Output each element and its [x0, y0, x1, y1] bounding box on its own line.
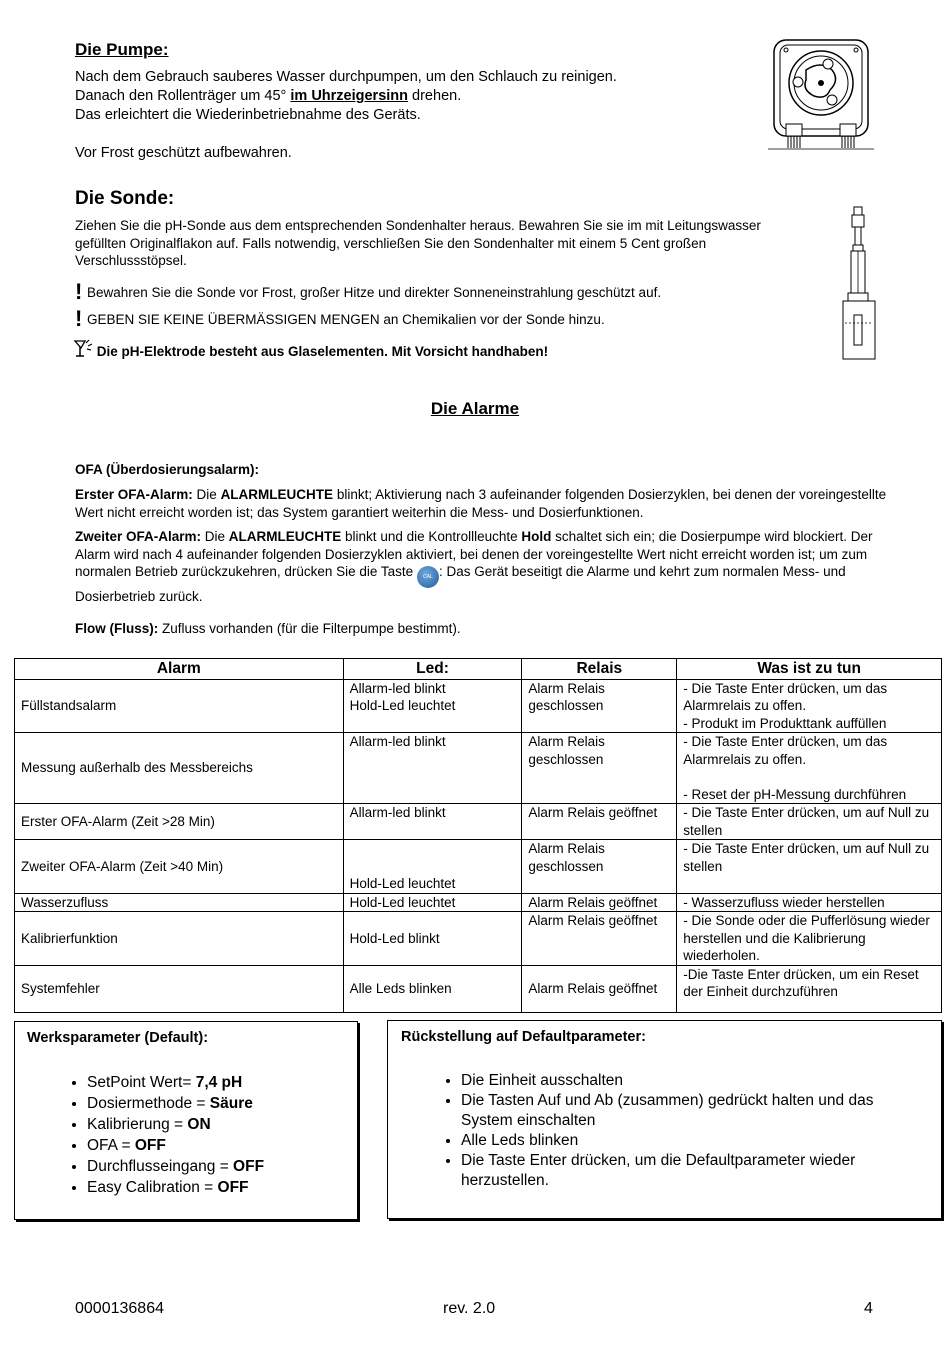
probe-paragraph: Ziehen Sie die pH-Sonde aus dem entsprechenden Sondenhalter heraus. Bewahren Sie sie im mit Leitungswasser gefüllten Originalflakon auf. Falls notwendig, verschließen Sie den Sondenhalter mit einem 5 Cent großen Verschlussstöpsel. — [75, 218, 761, 268]
pump-line2-post: drehen. — [408, 88, 462, 104]
cell-led: Hold-Led leuchtet — [343, 840, 522, 894]
probe-illustration — [840, 205, 880, 363]
cell-todo: - Die Sonde oder die Pufferlösung wieder herstellen und die Kalibrierung wiederholen. — [677, 912, 942, 966]
second-ofa-alarmleuchte: ALARMLEUCHTE — [228, 529, 342, 544]
cell-alarm: Zweiter OFA-Alarm (Zeit >40 Min) — [15, 840, 344, 894]
default-param-item — [87, 1114, 357, 1135]
probe-warning-1-text: Bewahren Sie die Sonde vor Frost, großer Hitze und direkter Sonneneinstrahlung geschützt auf. — [87, 285, 662, 300]
second-ofa-text-3: schaltet sich ein; die Dosierpumpe wird blockiert. Der Alarm wird nach 4 aufeinander folgenden Dosierzyklen aktiviert, bei denen der voreingestellte Wert nicht erreicht worden ist; um zum normalen Betrieb zurückzukehren, drücken Sie die Taste — [75, 529, 873, 579]
cell-alarm: Kalibrierfunktion — [15, 912, 344, 966]
cell-led: Alle Leds blinken — [343, 965, 522, 1012]
cell-led: Hold-Led blinkt — [343, 912, 522, 966]
reset-list — [388, 1071, 901, 1191]
alarm-table — [14, 658, 942, 1013]
reset-step: • Die Taste Enter drücken, um die Defaultparameter wieder herzustellen. — [461, 1151, 901, 1191]
probe-glass-warning — [73, 339, 813, 361]
cell-relais: Alarm Relais geöffnet — [522, 804, 677, 840]
page-number: 4 — [864, 1300, 873, 1317]
pump-line1: Nach dem Gebrauch sauberes Wasser durchpumpen, um den Schlauch zu reinigen. — [75, 69, 617, 85]
pump-line4: Vor Frost geschützt aufbewahren. — [75, 145, 292, 161]
first-ofa-paragraph — [75, 486, 890, 521]
broken-glass-icon — [73, 339, 93, 359]
default-params-list — [15, 1072, 357, 1198]
pump-illustration — [766, 38, 876, 153]
table-row — [15, 912, 942, 966]
flow-text: Zufluss vorhanden (für die Filterpumpe bestimmt). — [158, 621, 461, 636]
reset-step: • Die Tasten Auf und Ab (zusammen) gedrückt halten und das System einschalten — [461, 1091, 901, 1131]
revision: rev. 2.0 — [443, 1300, 496, 1317]
cell-alarm: Messung außerhalb des Messbereichs — [15, 733, 344, 804]
probe-title: Die Sonde: — [75, 188, 175, 209]
first-ofa-text-2: blinkt; Aktivierung nach 3 aufeinander folgenden Dosierzyklen, bei denen der voreingestellte Wert nicht erreicht worden ist; das System garantiert weiterhin die Mess- und Dosierfunktionen. — [75, 487, 887, 520]
cell-relais: Alarm Relais geöffnet — [522, 912, 677, 966]
cell-led: Hold-Led leuchtet — [343, 893, 522, 912]
second-ofa-hold: Hold — [521, 529, 552, 544]
reset-step: • Alle Leds blinken — [461, 1131, 901, 1151]
cell-led: Allarm-led blinkt Hold-Led leuchtet — [343, 679, 522, 733]
cell-todo: - Die Taste Enter drücken, um das Alarmrelais zu offen. - Produkt im Produkttank auffüllen — [677, 679, 942, 733]
default-param-item — [87, 1135, 357, 1156]
default-param-label: Kalibrierung = — [87, 1116, 188, 1133]
cell-relais: Alarm Relais geschlossen — [522, 733, 677, 804]
probe-glass-warning-text: Die pH-Elektrode besteht aus Glaselementen. Mit Vorsicht handhaben! — [96, 344, 549, 359]
alarm-table-body — [15, 679, 942, 1012]
default-param-item — [87, 1156, 357, 1177]
cell-todo: -Die Taste Enter drücken, um ein Reset der Einheit durchzuführen — [677, 965, 942, 1012]
pump-line3: Das erleichtert die Wiederinbetriebnahme des Geräts. — [75, 107, 421, 123]
reset-step: • Die Einheit ausschalten — [461, 1071, 901, 1091]
warning-icon: ! — [75, 306, 83, 331]
table-row — [15, 733, 942, 804]
cell-alarm: Wasserzufluss — [15, 893, 344, 912]
default-param-value: OFF — [233, 1158, 265, 1175]
cell-todo: - Die Taste Enter drücken, um auf Null zu stellen — [677, 804, 942, 840]
second-ofa-paragraph — [75, 528, 890, 606]
table-row — [15, 679, 942, 733]
pump-title: Die Pumpe: — [75, 40, 169, 59]
second-ofa-label: Zweiter OFA-Alarm: — [75, 529, 202, 544]
default-params-title: Werksparameter (Default): — [27, 1030, 209, 1046]
cell-relais: Alarm Relais geöffnet — [522, 965, 677, 1012]
cell-alarm: Erster OFA-Alarm (Zeit >28 Min) — [15, 804, 344, 840]
pump-line2 — [75, 87, 755, 106]
default-param-label: Easy Calibration = — [87, 1179, 218, 1196]
default-params-box — [14, 1021, 358, 1220]
flow-paragraph — [75, 620, 461, 638]
second-ofa-text-2: blinkt und die Kontrollleuchte — [341, 529, 522, 544]
cell-led: Allarm-led blinkt — [343, 733, 522, 804]
cell-alarm: Füllstandsalarm — [15, 679, 344, 733]
table-row — [15, 840, 942, 894]
probe-warning-2 — [75, 306, 815, 331]
flow-label: Flow (Fluss): — [75, 621, 159, 636]
cal-key-icon: CAL — [417, 566, 439, 588]
cell-todo: - Wasserzufluss wieder herstellen — [677, 893, 942, 912]
warning-icon: ! — [75, 279, 83, 304]
second-ofa-text-1: Die — [201, 529, 229, 544]
default-param-label: Dosiermethode = — [87, 1095, 210, 1112]
alarms-title: Die Alarme — [430, 399, 520, 418]
probe-warning-1 — [75, 279, 815, 304]
default-param-value: OFF — [134, 1137, 166, 1154]
cell-relais: Alarm Relais geöffnet — [522, 893, 677, 912]
document-code: 0000136864 — [75, 1300, 164, 1317]
cell-alarm: Systemfehler — [15, 965, 344, 1012]
ofa-heading: OFA (Überdosierungsalarm): — [75, 462, 260, 477]
default-param-item — [87, 1093, 357, 1114]
default-param-item — [87, 1177, 357, 1198]
pump-text — [75, 68, 755, 163]
default-param-value: 7,4 pH — [195, 1074, 243, 1091]
second-ofa-text-4: : Das Gerät beseitigt die Alarme und kehrt zum normalen Mess- und Dosierbetrieb zurück. — [75, 564, 846, 604]
reset-box — [387, 1020, 942, 1219]
first-ofa-label: Erster OFA-Alarm: — [75, 487, 193, 502]
probe-warning-2-text: GEBEN SIE KEINE ÜBERMÄSSIGEN MENGEN an Chemikalien vor der Sonde hinzu. — [87, 312, 605, 327]
default-param-value: Säure — [209, 1095, 253, 1112]
default-param-value: OFF — [217, 1179, 249, 1196]
column-header-todo: Was ist zu tun — [677, 659, 942, 680]
default-param-label: SetPoint Wert= — [87, 1074, 196, 1091]
table-row — [15, 893, 942, 912]
default-param-value: ON — [187, 1116, 211, 1133]
first-ofa-alarmleuchte: ALARMLEUCHTE — [220, 487, 334, 502]
cell-todo: - Die Taste Enter drücken, um das Alarmrelais zu offen. - Reset der pH-Messung durchführen — [677, 733, 942, 804]
first-ofa-text-1: Die — [192, 487, 221, 502]
column-header-alarm: Alarm — [15, 659, 344, 680]
default-param-label: OFA = — [87, 1137, 135, 1154]
column-header-relais: Relais — [522, 659, 677, 680]
table-row — [15, 965, 942, 1012]
cell-todo: - Die Taste Enter drücken, um auf Null zu stellen — [677, 840, 942, 894]
cell-relais: Alarm Relais geschlossen — [522, 840, 677, 894]
table-row — [15, 804, 942, 840]
column-header-led: Led: — [343, 659, 522, 680]
table-header-row — [15, 659, 942, 680]
default-param-label: Durchflusseingang = — [87, 1158, 234, 1175]
reset-title: Rückstellung auf Defaultparameter: — [401, 1029, 646, 1045]
cell-relais: Alarm Relais geschlossen — [522, 679, 677, 733]
default-param-item — [87, 1072, 357, 1093]
cell-led: Allarm-led blinkt — [343, 804, 522, 840]
pump-line2-pre: Danach den Rollenträger um 45° — [75, 88, 291, 104]
pump-line2-emphasis: im Uhrzeigersinn — [290, 88, 409, 104]
